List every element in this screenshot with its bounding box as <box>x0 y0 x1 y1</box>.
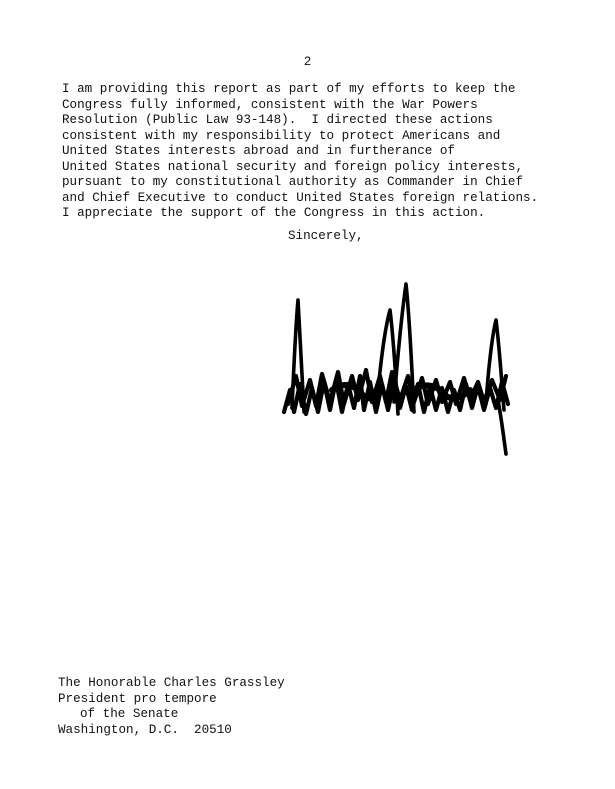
body-line: United States national security and foreign policy interests, <box>62 159 524 174</box>
signature-strokes <box>284 284 508 454</box>
recipient-city: Washington, D.C. 20510 <box>58 722 232 737</box>
recipient-body: of the Senate <box>80 707 179 721</box>
body-line: pursuant to my constitutional authority as Commander in Chief <box>62 175 524 189</box>
body-line: United States interests abroad and in furtherance of <box>62 144 455 158</box>
body-line: Congress fully informed, consistent with the War Powers <box>62 97 478 112</box>
body-line: I am providing this report as part of my efforts to keep the <box>62 82 516 96</box>
recipient-address <box>58 676 285 738</box>
recipient-title: President pro tempore <box>58 691 217 706</box>
letter-body <box>62 82 582 222</box>
page-number: 2 <box>303 55 312 69</box>
recipient-name: The Honorable Charles Grassley <box>58 676 285 690</box>
body-line: consistent with my responsibility to protect Americans and <box>62 128 501 143</box>
body-line: and Chief Executive to conduct United States foreign relations. <box>62 190 539 205</box>
body-line: Resolution (Public Law 93-148). I directed these actions <box>62 113 493 127</box>
signature-image <box>272 272 532 462</box>
closing-salutation: Sincerely, <box>288 229 364 243</box>
body-line: I appreciate the support of the Congress in this action. <box>62 206 486 220</box>
